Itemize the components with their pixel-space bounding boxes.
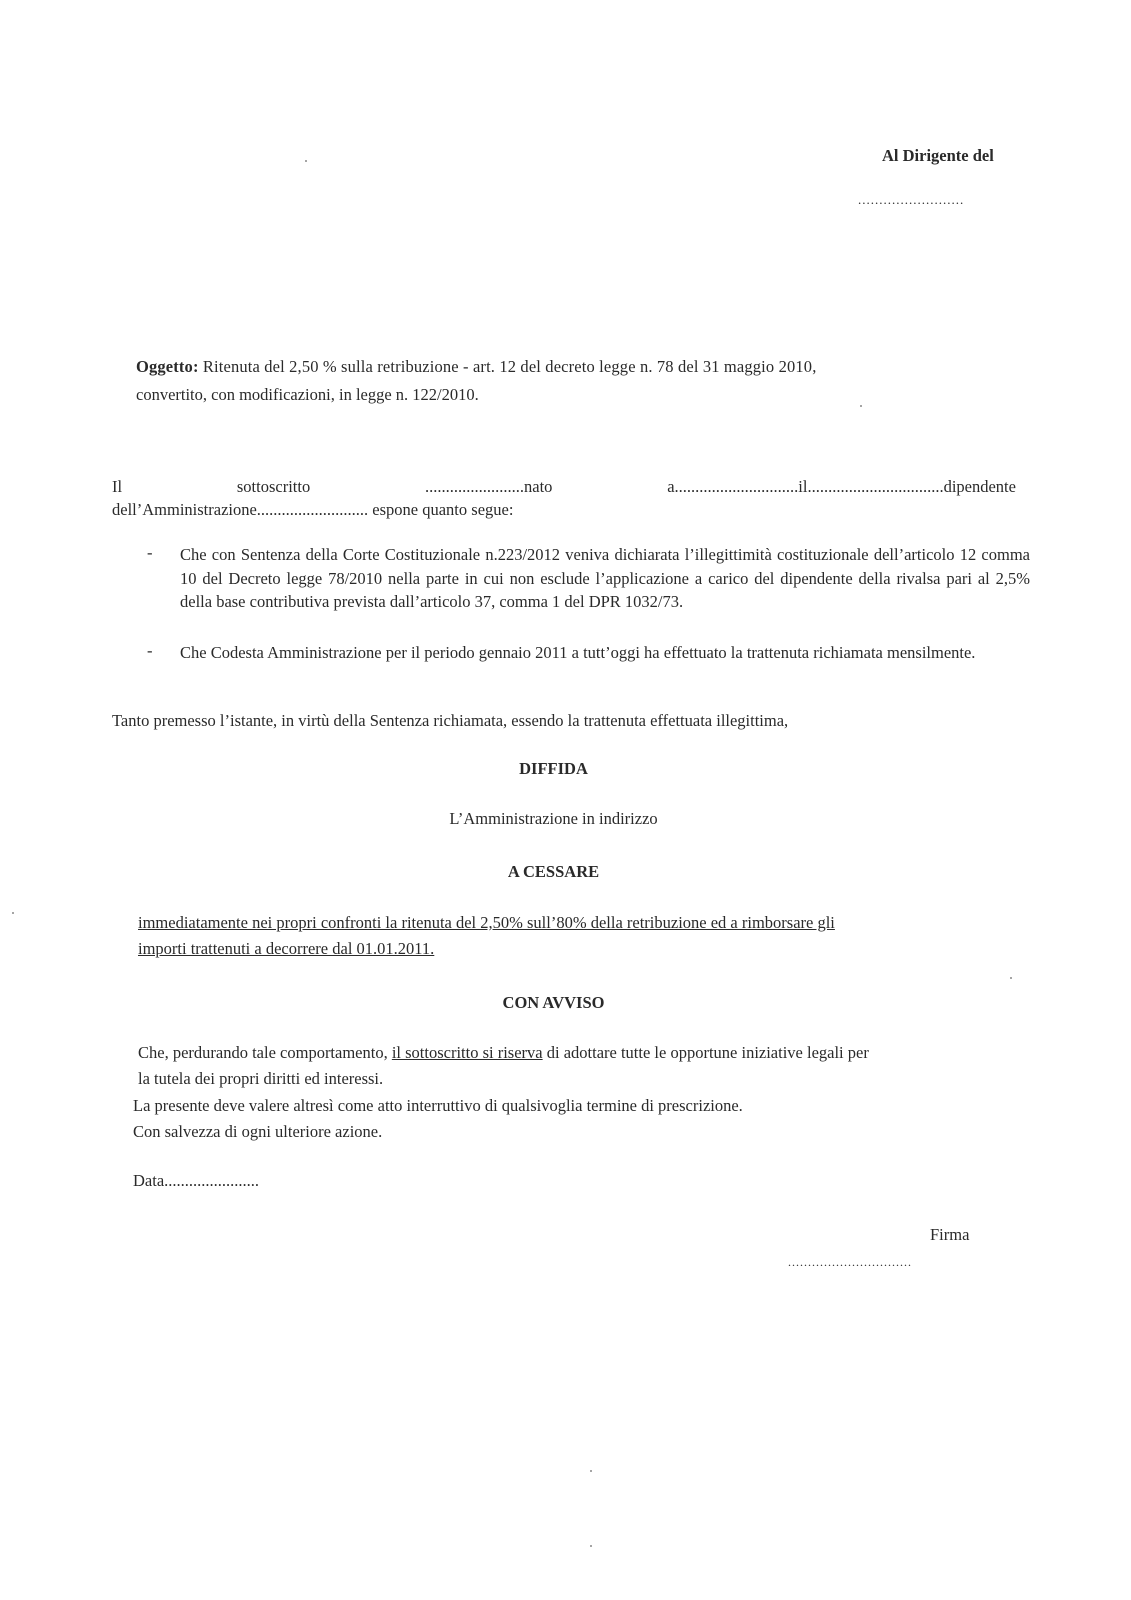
avviso-title <box>0 993 1131 1013</box>
intro-word-sottoscritto: sottoscritto <box>236 477 311 496</box>
scan-speck <box>12 912 14 914</box>
bullet-marker-1: - <box>147 543 153 562</box>
scan-speck <box>590 1545 592 1547</box>
cessare-line-2: importi trattenuti a decorrere dal 01.01.2011. <box>138 939 435 958</box>
scan-speck <box>590 1470 592 1472</box>
avviso-title-text: CON AVVISO <box>502 993 605 1012</box>
diffida-addressee-text: L’Amministrazione in indirizzo <box>449 809 658 828</box>
cessare-title <box>0 862 1131 882</box>
bullet-text-2: Che Codesta Amministrazione per il periodo gennaio 2011 a tutt’oggi ha effettuato la trattenuta richiamata mensilmente. <box>180 643 976 662</box>
signature-dots: ............................... <box>788 1255 912 1269</box>
cessare-title-text: A CESSARE <box>507 862 600 881</box>
intro-field-birth: a..............................il.................................dipendente <box>667 477 1016 496</box>
scan-speck <box>1010 977 1012 979</box>
subject-label: Oggetto: <box>136 357 199 376</box>
avviso-line-4: Con salvezza di ogni ulteriore azione. <box>133 1122 383 1141</box>
avviso-line-1-post: di adottare tutte le opportune iniziative legali per <box>542 1043 869 1062</box>
recipient-title: Al Dirigente del <box>882 146 994 165</box>
cessare-line-1: immediatamente nei propri confronti la ritenuta del 2,50% sull’80% della retribuzione ed a rimborsare gli <box>138 913 835 932</box>
intro-line-1 <box>112 477 1016 497</box>
bullet-marker-2: - <box>147 641 153 660</box>
avviso-line-1 <box>138 1043 869 1063</box>
recipient-dots: ......................... <box>858 192 965 207</box>
avviso-line-1-pre: Che, perdurando tale comportamento, <box>138 1043 392 1062</box>
scan-speck <box>860 405 862 407</box>
avviso-line-2: la tutela dei propri diritti ed interessi. <box>138 1069 384 1088</box>
avviso-line-1-underlined: il sottoscritto si riserva <box>391 1043 543 1062</box>
signature-label: Firma <box>930 1225 970 1244</box>
intro-word-il: Il <box>112 477 123 496</box>
subject-text-1: Ritenuta del 2,50 % sulla retribuzione - art. 12 del decreto legge n. 78 del 31 maggio 2010, <box>202 357 817 376</box>
intro-line-2: dell’Amministrazione........................... espone quanto segue: <box>112 500 514 519</box>
scan-speck <box>305 160 307 162</box>
diffida-title-text: DIFFIDA <box>519 759 588 778</box>
diffida-title <box>0 759 1131 779</box>
premise-text: Tanto premesso l’istante, in virtù della Sentenza richiamata, essendo la trattenuta effettuata illegittima, <box>112 711 789 730</box>
avviso-line-3: La presente deve valere altresì come atto interruttivo di qualsivoglia termine di prescrizione. <box>133 1096 743 1115</box>
diffida-addressee <box>0 809 1131 829</box>
subject-line-1 <box>136 357 976 377</box>
date-field: Data....................... <box>133 1171 260 1190</box>
intro-field-name: ........................nato <box>425 477 553 496</box>
bullet-text-1: Che con Sentenza della Corte Costituzionale n.223/2012 veniva dichiarata l’illegittimità costituzionale dell’articolo 12 comma 10 del Decreto legge 78/2010 nella parte in cui non esclude l’applicazione a carico del dipendente della rivalsa pari al 2,5% della base contributiva prevista dall’articolo 37, comma 1 del DPR 1032/73. <box>180 545 1030 611</box>
subject-line-2: convertito, con modificazioni, in legge n. 122/2010. <box>136 385 479 404</box>
